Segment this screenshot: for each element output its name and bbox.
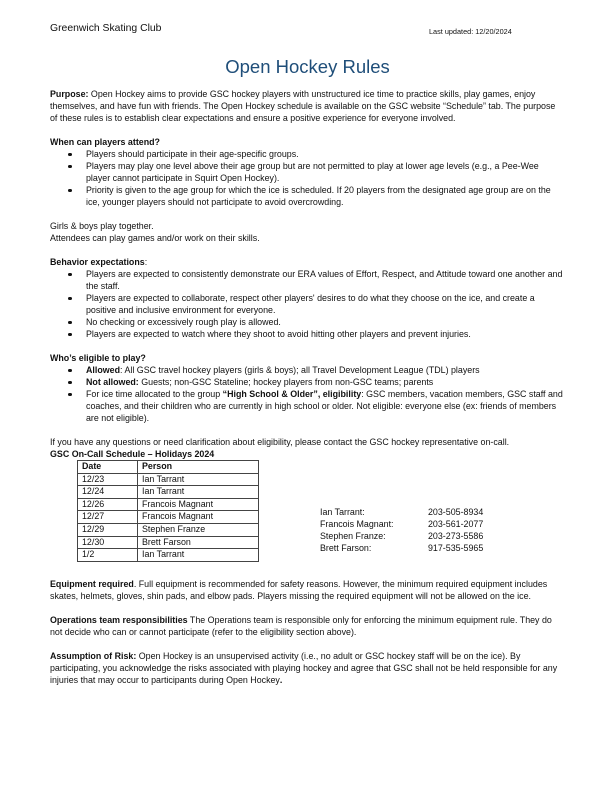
attend-note: Attendees can play games and/or work on their skills. [50, 233, 260, 243]
list-item: Players are expected to consistently demonstrate our ERA values of Effort, Respect, and Attitude toward one another and the staff. [50, 268, 565, 292]
purpose-paragraph [50, 88, 565, 124]
list-item: Players are expected to watch where they shoot to avoid hitting other players and prevent injuries. [50, 328, 565, 340]
column-header: Person [138, 461, 259, 474]
table-row [78, 536, 259, 549]
equipment-text: . Full equipment is recommended for safety reasons. However, the minimum required equipment includes skates, helmets, gloves, shin pads, and elbow pads. Players missing the required equipment will not be allowed on the ice. [50, 579, 548, 601]
table-row [78, 549, 259, 562]
risk-text: Open Hockey is an unsupervised activity (i.e., no adult or GSC hockey staff will be on the ice). By participating, you acknowledge the risks associated with playing hockey and agree that GSC shall not be held responsible for any injuries that may occur to participants during Open Hockey [50, 651, 558, 685]
behavior-heading-text: Behavior expectations [50, 257, 145, 267]
person-cell: Brett Farson [138, 536, 259, 549]
date-cell: 12/23 [78, 473, 138, 486]
allowed-label: Allowed [86, 365, 121, 375]
list-item: Players should participate in their age-specific groups. [50, 148, 565, 160]
table-row [78, 511, 259, 524]
person-cell: Ian Tarrant [138, 486, 259, 499]
page-title: Open Hockey Rules [225, 56, 390, 77]
equipment-label: Equipment required [50, 579, 134, 589]
schedule-table [77, 460, 259, 562]
date-cell: 12/30 [78, 536, 138, 549]
contact-row [320, 530, 520, 542]
contact-phone: 917-535-5965 [428, 543, 484, 553]
table-row [78, 473, 259, 486]
behavior-heading-colon: : [144, 257, 148, 267]
person-cell: Francois Magnant [138, 511, 259, 524]
not-allowed-text: Guests; non-GSC Stateline; hockey players from non-GSC teams; parents [138, 377, 434, 387]
purpose-text: Open Hockey aims to provide GSC hockey players with unstructured ice time to practice skills, play games, enjoy themselves, and have fun with friends. The Open Hockey schedule is available on the GSC website “Schedule” tab. The purpose of these rules is to establish clear expectations and ensure a positive experience for everyone involved. [50, 89, 556, 123]
table-header-row [78, 461, 259, 474]
contact-paragraph: If you have any questions or need clarification about eligibility, please contact the GSC hockey representative on-call. [50, 437, 510, 447]
risk-label: Assumption of Risk: [50, 651, 137, 661]
operations-label: Operations team responsibilities [50, 615, 188, 625]
list-item [50, 388, 565, 424]
list-item: Players may play one level above their age group but are not permitted to play at lower age levels (e.g., a Pee-Wee player cannot participate in Squirt Open Hockey). [50, 160, 565, 184]
hs-pre: For ice time allocated to the group [86, 389, 223, 399]
contact-name: Stephen Franze: [320, 531, 386, 541]
list-item [50, 364, 565, 376]
attend-note: Girls & boys play together. [50, 221, 154, 231]
operations-text: The Operations team is responsible only for enforcing the minimum equipment rule. They do not decide who can or cannot participate (refer to the eligibility section above). [50, 615, 552, 637]
contact-row [320, 518, 520, 530]
behavior-heading [50, 256, 565, 268]
schedule-title: GSC On-Call Schedule – Holidays 2024 [50, 449, 215, 459]
purpose-label: Purpose: [50, 89, 89, 99]
risk-paragraph [50, 650, 565, 686]
date-cell: 12/29 [78, 523, 138, 536]
contact-name: Francois Magnant: [320, 519, 394, 529]
date-cell: 12/26 [78, 498, 138, 511]
date-cell: 1/2 [78, 549, 138, 562]
person-cell: Stephen Franze [138, 523, 259, 536]
list-item: No checking or excessively rough play is allowed. [50, 316, 565, 328]
behavior-list [50, 268, 565, 340]
list-item: Players are expected to collaborate, respect other players' desires to do what they choose on the ice, and create a positive and inclusive environment for everyone. [50, 292, 565, 316]
contact-name: Brett Farson: [320, 543, 372, 553]
attend-list [50, 148, 565, 208]
contact-name: Ian Tarrant: [320, 507, 365, 517]
operations-paragraph [50, 614, 565, 638]
eligible-heading [50, 352, 565, 364]
document-body [50, 88, 565, 686]
org-name: Greenwich Skating Club [50, 23, 162, 34]
person-cell: Ian Tarrant [138, 473, 259, 486]
equipment-paragraph [50, 578, 565, 602]
contact-list [320, 506, 520, 554]
attend-heading [50, 136, 565, 148]
eligible-list [50, 364, 565, 424]
hs-bold: “High School & Older”, eligibility [222, 389, 362, 399]
contact-phone: 203-561-2077 [428, 519, 484, 529]
list-item: Priority is given to the age group for which the ice is scheduled. If 20 players from the designated age group are on the ice, younger players should not participate to avoid overcrowding. [50, 184, 565, 208]
table-row [78, 486, 259, 499]
not-allowed-label: Not allowed: [86, 377, 139, 387]
allowed-text: : All GSC travel hockey players (girls & boys); all Travel Development League (TDL) players [120, 365, 480, 375]
schedule-section [50, 460, 565, 578]
attend-heading-text: When can players attend? [50, 137, 160, 147]
person-cell: Ian Tarrant [138, 549, 259, 562]
list-item [50, 376, 565, 388]
contact-row [320, 542, 520, 554]
date-cell: 12/24 [78, 486, 138, 499]
date-cell: 12/27 [78, 511, 138, 524]
contact-phone: 203-273-5586 [428, 531, 484, 541]
contact-phone: 203-505-8934 [428, 507, 484, 517]
column-header: Date [78, 461, 138, 474]
person-cell: Francois Magnant [138, 498, 259, 511]
table-row [78, 523, 259, 536]
hs-text: : GSC members, vacation members, GSC staff and coaches, and their children who are currently in high school or older. Not eligible: everyone else (ex: friends of members are not eligible). [86, 389, 563, 423]
eligible-heading-text: Who’s eligible to play? [50, 353, 146, 363]
contact-row [320, 506, 520, 518]
risk-end: . [279, 675, 283, 685]
table-row [78, 498, 259, 511]
last-updated: Last updated: 12/20/2024 [429, 27, 512, 36]
